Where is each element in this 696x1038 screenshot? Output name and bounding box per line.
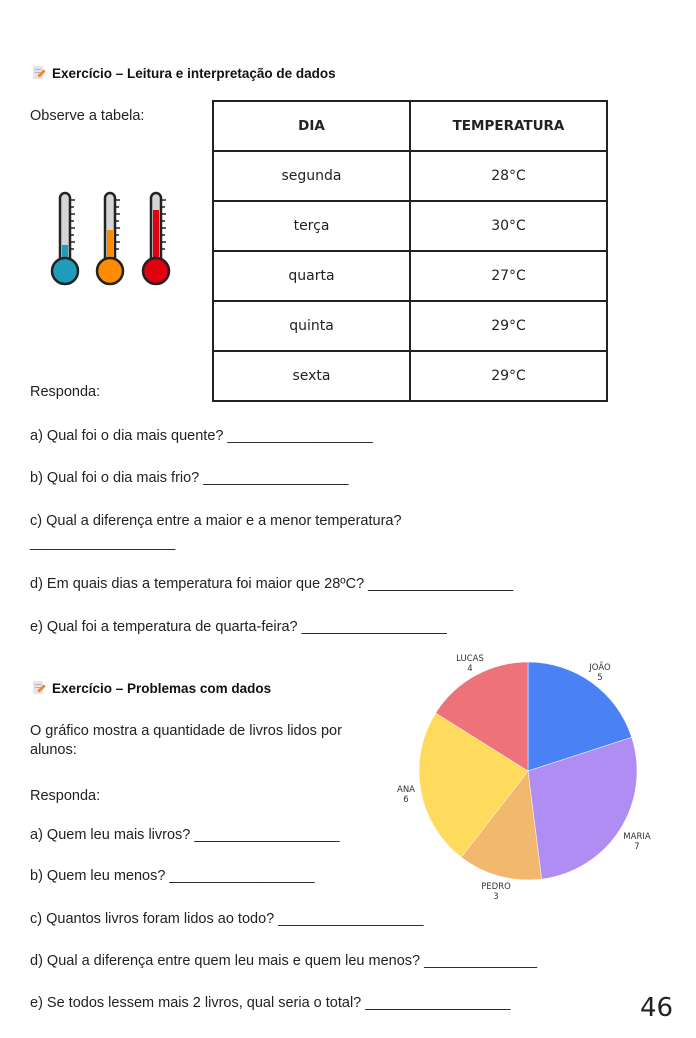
exercise1-question-b: b) Qual foi o dia mais frio? __________________ xyxy=(30,470,349,486)
exercise1-question-c: c) Qual a diferença entre a maior e a menor temperatura? xyxy=(30,513,402,529)
pie-label-pedro xyxy=(476,882,516,902)
thermometer-warm-icon xyxy=(97,193,123,284)
table-row xyxy=(213,351,607,401)
exercise2-question-c: c) Quantos livros foram lidos ao todo? __________________ xyxy=(30,911,424,927)
pie-label-name: JOÃO xyxy=(589,663,611,673)
cell-temp: 28°C xyxy=(410,151,607,201)
pie-label-joao xyxy=(582,663,618,683)
exercise1-answer-line-c[interactable]: __________________ xyxy=(30,535,176,551)
pie-label-value: 4 xyxy=(467,664,473,674)
exercise2-respond-label: Responda: xyxy=(30,788,101,804)
header-temperatura: TEMPERATURA xyxy=(410,101,607,151)
pie-label-name: PEDRO xyxy=(481,882,511,892)
thermometers-illustration xyxy=(50,190,180,295)
exercise1-question-a: a) Qual foi o dia mais quente? __________________ xyxy=(30,428,373,444)
cell-day: quarta xyxy=(213,251,410,301)
pie-label-lucas xyxy=(450,654,490,674)
memo-icon xyxy=(32,681,46,696)
pie-label-value: 5 xyxy=(597,673,603,683)
books-pie-chart xyxy=(419,662,637,880)
exercise2-question-b: b) Quem leu menos? __________________ xyxy=(30,868,315,884)
cell-temp: 30°C xyxy=(410,201,607,251)
pie-label-name: MARIA xyxy=(623,832,651,842)
table-row xyxy=(213,201,607,251)
temperature-table xyxy=(212,100,608,402)
table-header-row xyxy=(213,101,607,151)
exercise1-question-e: e) Qual foi a temperatura de quarta-feira? __________________ xyxy=(30,619,447,635)
cell-temp: 29°C xyxy=(410,301,607,351)
cell-day: terça xyxy=(213,201,410,251)
exercise1-heading-text: Exercício – Leitura e interpretação de dados xyxy=(52,66,336,81)
memo-icon xyxy=(32,66,46,81)
pie-label-maria xyxy=(617,832,657,852)
exercise1-intro: Observe a tabela: xyxy=(30,108,145,124)
table-row xyxy=(213,151,607,201)
pie-label-ana xyxy=(391,785,421,805)
thermometer-cold-icon xyxy=(52,193,78,284)
cell-day: segunda xyxy=(213,151,410,201)
cell-day: quinta xyxy=(213,301,410,351)
thermometer-hot-icon xyxy=(143,193,169,284)
pie-label-value: 7 xyxy=(634,842,640,852)
exercise2-question-a: a) Quem leu mais livros? __________________ xyxy=(30,827,340,843)
pie-label-value: 3 xyxy=(493,892,499,902)
exercise2-intro: O gráfico mostra a quantidade de livros lidos por alunos: xyxy=(30,723,342,758)
table-row xyxy=(213,251,607,301)
exercise2-heading-text: Exercício – Problemas com dados xyxy=(52,681,272,696)
pie-label-name: ANA xyxy=(397,785,415,795)
pie-label-name: LUCAS xyxy=(456,654,484,664)
exercise2-question-e: e) Se todos lessem mais 2 livros, qual seria o total? __________________ xyxy=(30,995,511,1011)
table-row xyxy=(213,301,607,351)
page-number: 46 xyxy=(640,993,674,1023)
header-dia: DIA xyxy=(213,101,410,151)
exercise1-heading xyxy=(32,66,336,81)
exercise1-question-d: d) Em quais dias a temperatura foi maior que 28ºC? __________________ xyxy=(30,576,514,592)
pie-label-value: 6 xyxy=(403,795,409,805)
exercise2-heading xyxy=(32,681,271,696)
exercise1-respond-label: Responda: xyxy=(30,384,101,400)
cell-temp: 29°C xyxy=(410,351,607,401)
cell-temp: 27°C xyxy=(410,251,607,301)
cell-day: sexta xyxy=(213,351,410,401)
exercise2-question-d: d) Qual a diferença entre quem leu mais e quem leu menos? ______________ xyxy=(30,953,538,969)
